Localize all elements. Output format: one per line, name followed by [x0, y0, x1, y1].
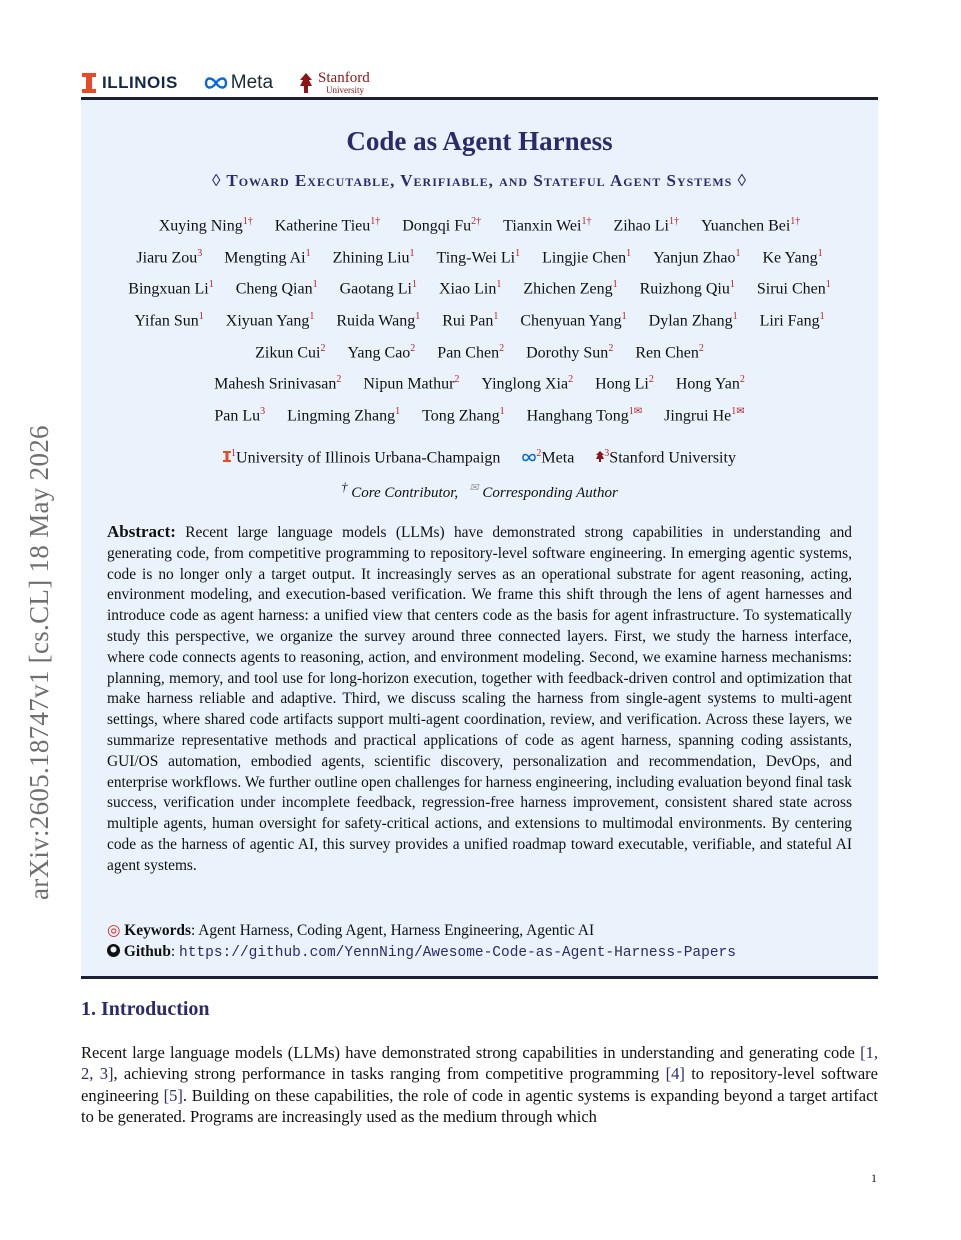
author — [520, 305, 626, 337]
author-name: Zihao Li — [613, 217, 669, 235]
paper-subtitle: ◊ Toward Executable, Verifiable, and Stateful Agent Systems ◊ — [212, 171, 747, 190]
author-affiliation-mark: 2 — [336, 374, 342, 386]
author-name: Ruizhong Qiu — [639, 280, 730, 298]
author — [439, 273, 501, 305]
author-affiliation-mark: 1 — [198, 311, 204, 323]
author — [653, 242, 740, 274]
author-name: Lingjie Chen — [542, 249, 627, 267]
author-affiliation-mark: 1 — [305, 247, 311, 259]
author-name: Dorothy Sun — [526, 344, 609, 362]
affiliation-stanford: $^3$Stanford University — [596, 448, 736, 467]
author-affiliation-mark: 1 — [735, 247, 741, 259]
author-list — [81, 210, 878, 432]
author-affiliation-mark: 1 — [515, 247, 521, 259]
keywords-text: Agent Harness, Coding Agent, Harness Engineering, Agentic AI — [198, 922, 595, 939]
author-affiliation-mark: 1 — [493, 311, 499, 323]
author — [676, 368, 745, 400]
author-affiliation-mark: 1† — [581, 216, 592, 227]
target-icon: ◎ — [107, 922, 121, 939]
author-name: Nipun Mathur — [363, 375, 455, 393]
author — [526, 337, 613, 369]
author-affiliation-mark: 2 — [320, 342, 326, 354]
author — [214, 400, 265, 432]
author-name: Gaotang Li — [339, 280, 412, 298]
author — [613, 210, 679, 242]
github-icon — [107, 944, 120, 957]
abstract-text: Recent large language models (LLMs) have demonstrated strong capabilities in understanding and generating code, from competitive programming to repository-level software engineering. In emerging agentic systems, code is no longer only a target output. It increasingly serves as an operational substrate for agent reasoning, acting, environment modeling, and execution-based verification. We frame this shift through the lens of agent harnesses and introduce code as agent harness: a unified view that centers code as the basis for agent infrastructure. To systematically study this perspective, we organize the survey around three connected layers. First, we study the harness interface, where code connects agents to reasoning, action, and environment modeling. Second, we examine harness mechanisms: planning, memory, and tool use for long-horizon execution, together with feedback-driven control and optimization that make harness reliable and adaptive. Third, we discuss scaling the harness from single-agent systems to multi-agent settings, where shared code artifacts support multi-agent coordination, review, and verification. Across these layers, we summarize representative methods and practical applications of code as agent harness, spanning coding assistants, GUI/OS automation, embodied agents, scientific discovery, personalization and recommendation, DevOps, and enterprise workflows. We further outline open challenges for harness engineering, including evaluation beyond final task success, verification under incomplete feedback, regression-free harness improvement, consistent shared state across multiple agents, human oversight for safety-critical actions, and extensions to multimodal environments. By centering code as the harness of agentic AI, this survey provides a unified roadmap toward executable, verifiable, and stateful AI agent systems. — [107, 524, 852, 874]
contribution-notes: † Core Contributor, ✉ Corresponding Author — [341, 480, 618, 501]
author-name: Xiyuan Yang — [225, 312, 310, 330]
title-block — [81, 97, 878, 979]
author-affiliation-mark: 1 — [312, 279, 318, 291]
page-number: 1 — [871, 1171, 877, 1185]
author-affiliation-mark: 1 — [825, 279, 831, 291]
author-name: Ting-Wei Li — [436, 249, 516, 267]
author-affiliation-mark: 1 — [395, 406, 401, 418]
illinois-i-icon — [223, 451, 231, 462]
author-name: Xuying Ning — [158, 217, 243, 235]
author-name: Yuanchen Bei — [700, 217, 791, 235]
intro-text: . Building on these capabilities, the role of code in agentic systems is expanding beyond a target artifact to be generated. Programs are increasingly used as the medium through which — [81, 1085, 878, 1126]
github-line: Github: https://github.com/YennNing/Awesome-Code-as-Agent-Harness-Papers — [107, 941, 852, 964]
author — [134, 305, 203, 337]
author-affiliation-mark: 1 — [626, 247, 632, 259]
author-affiliation-mark: 3 — [197, 247, 203, 259]
intro-paragraph — [81, 1042, 878, 1127]
author — [224, 242, 310, 274]
author-affiliation-mark: 1† — [242, 216, 253, 227]
author-name: Tong Zhang — [422, 407, 500, 425]
author-name: Dylan Zhang — [648, 312, 733, 330]
author — [664, 400, 745, 432]
keywords-github — [107, 920, 852, 964]
author — [363, 368, 459, 400]
author-name: Tianxin Wei — [503, 217, 582, 235]
author-name: Zhichen Zeng — [523, 280, 613, 298]
author-name: Ke Yang — [762, 249, 818, 267]
author-name: Chenyuan Yang — [520, 312, 622, 330]
author — [402, 210, 481, 242]
author — [481, 368, 573, 400]
author — [640, 273, 735, 305]
author-row — [81, 242, 878, 274]
author-name: Pan Chen — [437, 344, 500, 362]
author-affiliation-mark: 2† — [471, 216, 482, 227]
illinois-logo — [82, 73, 178, 93]
author — [128, 273, 213, 305]
author — [159, 210, 253, 242]
keywords-label: Keywords — [124, 922, 191, 939]
author-name: Yanjun Zhao — [653, 249, 736, 267]
author — [275, 210, 381, 242]
author-name: Zikun Cui — [255, 344, 321, 362]
author-affiliation-mark: 2 — [410, 342, 416, 354]
author-affiliation-mark: 1✉ — [628, 406, 643, 418]
author-name: Zhining Liu — [332, 249, 410, 267]
author — [757, 273, 831, 305]
author — [422, 400, 505, 432]
paper-title: Code as Agent Harness — [346, 126, 613, 156]
author — [542, 242, 631, 274]
stanford-tree-icon — [299, 72, 313, 94]
author-affiliation-mark: 1† — [370, 216, 381, 227]
author-affiliation-mark: 1 — [415, 311, 421, 323]
author — [762, 242, 822, 274]
author-name: Cheng Qian — [235, 280, 313, 298]
author — [347, 337, 415, 369]
author-affiliation-mark: 1 — [621, 311, 627, 323]
author-name: Yang Cao — [347, 344, 411, 362]
author-affiliation-mark: 1 — [208, 279, 214, 291]
author-affiliation-mark: 2 — [454, 374, 460, 386]
author-name: Yinglong Xia — [481, 375, 569, 393]
author-affiliation-mark: 1 — [499, 406, 505, 418]
author-affiliation-mark: 1 — [729, 279, 735, 291]
author-affiliation-mark: 1 — [496, 279, 502, 291]
intro-text: to repository-level software engineering — [81, 1064, 878, 1105]
author — [236, 273, 318, 305]
arxiv-side-stamp: arXiv:2605.18747v1 [cs.CL] 18 May 2026 — [24, 425, 54, 900]
intro-text: Recent large language models (LLMs) have demonstrated strong capabilities in understanding and generating code — [81, 1043, 861, 1062]
meta-infinity-icon — [522, 453, 536, 462]
affiliations — [81, 448, 878, 467]
author-name: Yifan Sun — [134, 312, 199, 330]
author-name: Hong Yan — [675, 375, 740, 393]
author — [214, 368, 341, 400]
abstract — [107, 522, 852, 877]
author-affiliation-mark: 1 — [409, 247, 415, 259]
author-name: Xiao Lin — [439, 280, 497, 298]
author-name: Dongqi Fu — [402, 217, 472, 235]
author-name: Liri Fang — [759, 312, 820, 330]
core-contributor-note: Core Contributor, — [351, 485, 459, 501]
author-name: Rui Pan — [442, 312, 494, 330]
author-affiliation-mark: 1† — [790, 216, 801, 227]
stanford-logo — [299, 71, 370, 95]
author-name: Jingrui He — [664, 407, 732, 425]
corresponding-author-note: Corresponding Author — [482, 485, 618, 501]
author-affiliation-mark: 2 — [698, 342, 704, 354]
author-name: Bingxuan Li — [128, 280, 209, 298]
stanford-wordmark: Stanford — [318, 70, 370, 86]
citation-link[interactable]: [1, 2, 3] — [81, 1043, 878, 1084]
author-name: Ren Chen — [635, 344, 699, 362]
meta-logo — [204, 72, 273, 94]
author-affiliation-mark: 1 — [817, 247, 823, 259]
author-name: Hong Li — [595, 375, 649, 393]
meta-wordmark: Meta — [230, 72, 274, 93]
citation-link[interactable]: [4] — [665, 1064, 685, 1084]
author-affiliation-mark: 2 — [608, 342, 614, 354]
author-name: Lingming Zhang — [287, 407, 396, 425]
author — [760, 305, 825, 337]
author-name: Mahesh Srinivasan — [214, 375, 337, 393]
author-affiliation-mark: 2 — [739, 374, 745, 386]
illinois-wordmark: ILLINOIS — [102, 73, 178, 92]
author-affiliation-mark: 2 — [499, 342, 505, 354]
author — [701, 210, 800, 242]
illinois-i-icon — [82, 73, 96, 93]
author-row — [81, 368, 878, 400]
github-link[interactable]: https://github.com/YennNing/Awesome-Code-as-Agent-Harness-Papers — [179, 945, 736, 961]
author — [635, 337, 704, 369]
author — [255, 337, 325, 369]
author-name: Pan Lu — [214, 407, 261, 425]
author — [595, 368, 654, 400]
author — [340, 273, 417, 305]
author-name: Sirui Chen — [756, 280, 826, 298]
author-affiliation-mark: 2 — [568, 374, 574, 386]
author-affiliation-mark: 3 — [260, 406, 266, 418]
author — [226, 305, 315, 337]
author — [437, 242, 521, 274]
author — [649, 305, 738, 337]
author-affiliation-mark: 2 — [648, 374, 654, 386]
author-name: Mengting Ai — [224, 249, 306, 267]
keywords-line: ◎ Keywords: Agent Harness, Coding Agent, Harness Engineering, Agentic AI — [107, 922, 595, 939]
author — [136, 242, 202, 274]
author — [336, 305, 420, 337]
envelope-icon: ✉ — [469, 482, 479, 494]
author — [437, 337, 504, 369]
author-row — [81, 337, 878, 369]
author — [287, 400, 400, 432]
github-label: Github — [123, 943, 171, 960]
author-affiliation-mark: 1 — [612, 279, 618, 291]
author — [333, 242, 415, 274]
institution-logos — [82, 68, 370, 98]
author — [503, 210, 591, 242]
author-affiliation-mark: 1✉ — [731, 406, 745, 418]
author-row — [81, 210, 878, 242]
author-row — [81, 305, 878, 337]
section-heading: 1. Introduction — [81, 998, 210, 1020]
author — [442, 305, 498, 337]
author-name: Hanghang Tong — [526, 407, 629, 425]
author-row — [81, 273, 878, 305]
abstract-label: Abstract: — [107, 522, 176, 541]
author-affiliation-mark: 1 — [309, 311, 315, 323]
author-affiliation-mark: 1 — [819, 311, 825, 323]
author-name: Jiaru Zou — [136, 249, 198, 267]
author-affiliation-mark: 1 — [732, 311, 738, 323]
citation-link[interactable]: [5] — [163, 1085, 183, 1105]
author — [523, 273, 617, 305]
author-row — [81, 400, 878, 432]
stanford-sub: University — [326, 85, 365, 95]
author-affiliation-mark: 1† — [668, 216, 679, 227]
affiliation-illinois: $^1$University of Illinois Urbana-Champaign — [223, 448, 500, 467]
author-name: Katherine Tieu — [274, 217, 371, 235]
meta-infinity-icon — [204, 76, 228, 90]
affiliation-meta: $^2$Meta — [522, 448, 574, 467]
author-affiliation-mark: 1 — [412, 279, 417, 291]
intro-text: , achieving strong performance in tasks ranging from competitive programming — [113, 1064, 666, 1084]
author — [527, 400, 643, 432]
author-name: Ruida Wang — [336, 312, 416, 330]
